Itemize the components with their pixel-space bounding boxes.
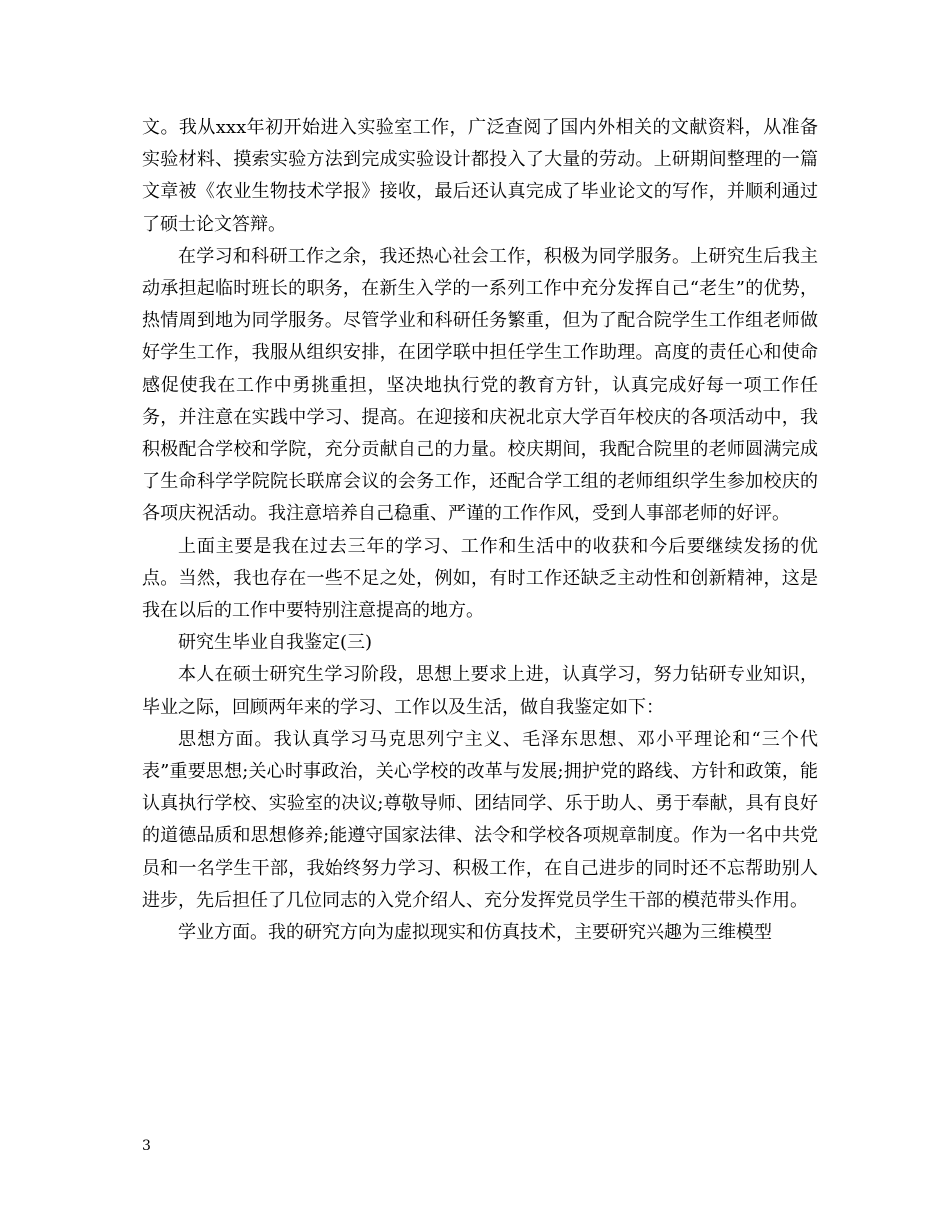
document-body	[142, 112, 818, 949]
paragraph-ideology: 思想方面。我认真学习马克思列宁主义、毛泽东思想、邓小平理论和“三个代表”重要思想;关心时事政治，关心学校的改革与发展;拥护党的路线、方针和政策，能认真执行学校、实验室的决议;尊敬导师、团结同学、乐于助人、勇于奉献，具有良好的道德品质和思想修养;能遵守国家法律、法令和学校各项规章制度。作为一名中共党员和一名学生干部，我始终努力学习、积极工作，在自己进步的同时还不忘帮助别人进步，先后担任了几位同志的入党介绍人、充分发挥党员学生干部的模范带头作用。	[142, 728, 818, 911]
paragraph-continuation: 文。我从xxx年初开始进入实验室工作，广泛查阅了国内外相关的文献资料，从准备实验材料、摸索实验方法到完成实验设计都投入了大量的劳动。上研期间整理的一篇文章被《农业生物技术学报》接收，最后还认真完成了毕业论文的写作，并顺利通过了硕士论文答辩。	[142, 117, 818, 235]
page-number: 3	[142, 1138, 151, 1154]
paragraph-summary: 上面主要是我在过去三年的学习、工作和生活中的收获和今后要继续发扬的优点。当然，我也存在一些不足之处，例如，有时工作还缺乏主动性和创新精神，这是我在以后的工作中要特别注意提高的地方。	[142, 535, 818, 622]
paragraph-social-work: 在学习和科研工作之余，我还热心社会工作，积极为同学服务。上研究生后我主动承担起临时班长的职务，在新生入学的一系列工作中充分发挥自己“老生”的优势，热情周到地为同学服务。尽管学业和科研任务繁重，但为了配合院学生工作组老师做好学生工作，我服从组织安排，在团学联中担任学生工作助理。高度的责任心和使命感促使我在工作中勇挑重担，坚决地执行党的教育方针，认真完成好每一项工作任务，并注意在实践中学习、提高。在迎接和庆祝北京大学百年校庆的各项活动中，我积极配合学校和学院，充分贡献自己的力量。校庆期间，我配合院里的老师圆满完成了生命科学学院院长联席会议的会务工作，还配合学工组的老师组织学生参加校庆的各项庆祝活动。我注意培养自己稳重、严谨的工作作风，受到人事部老师的好评。	[142, 245, 818, 525]
paragraph-academics: 学业方面。我的研究方向为虚拟现实和仿真技术，主要研究兴趣为三维模型	[178, 922, 772, 944]
paragraph-intro: 本人在硕士研究生学习阶段，思想上要求上进，认真学习，努力钻研专业知识，毕业之际，回顾两年来的学习、工作以及生活，做自我鉴定如下：	[142, 664, 818, 718]
section-heading: 研究生毕业自我鉴定(三)	[178, 632, 373, 654]
